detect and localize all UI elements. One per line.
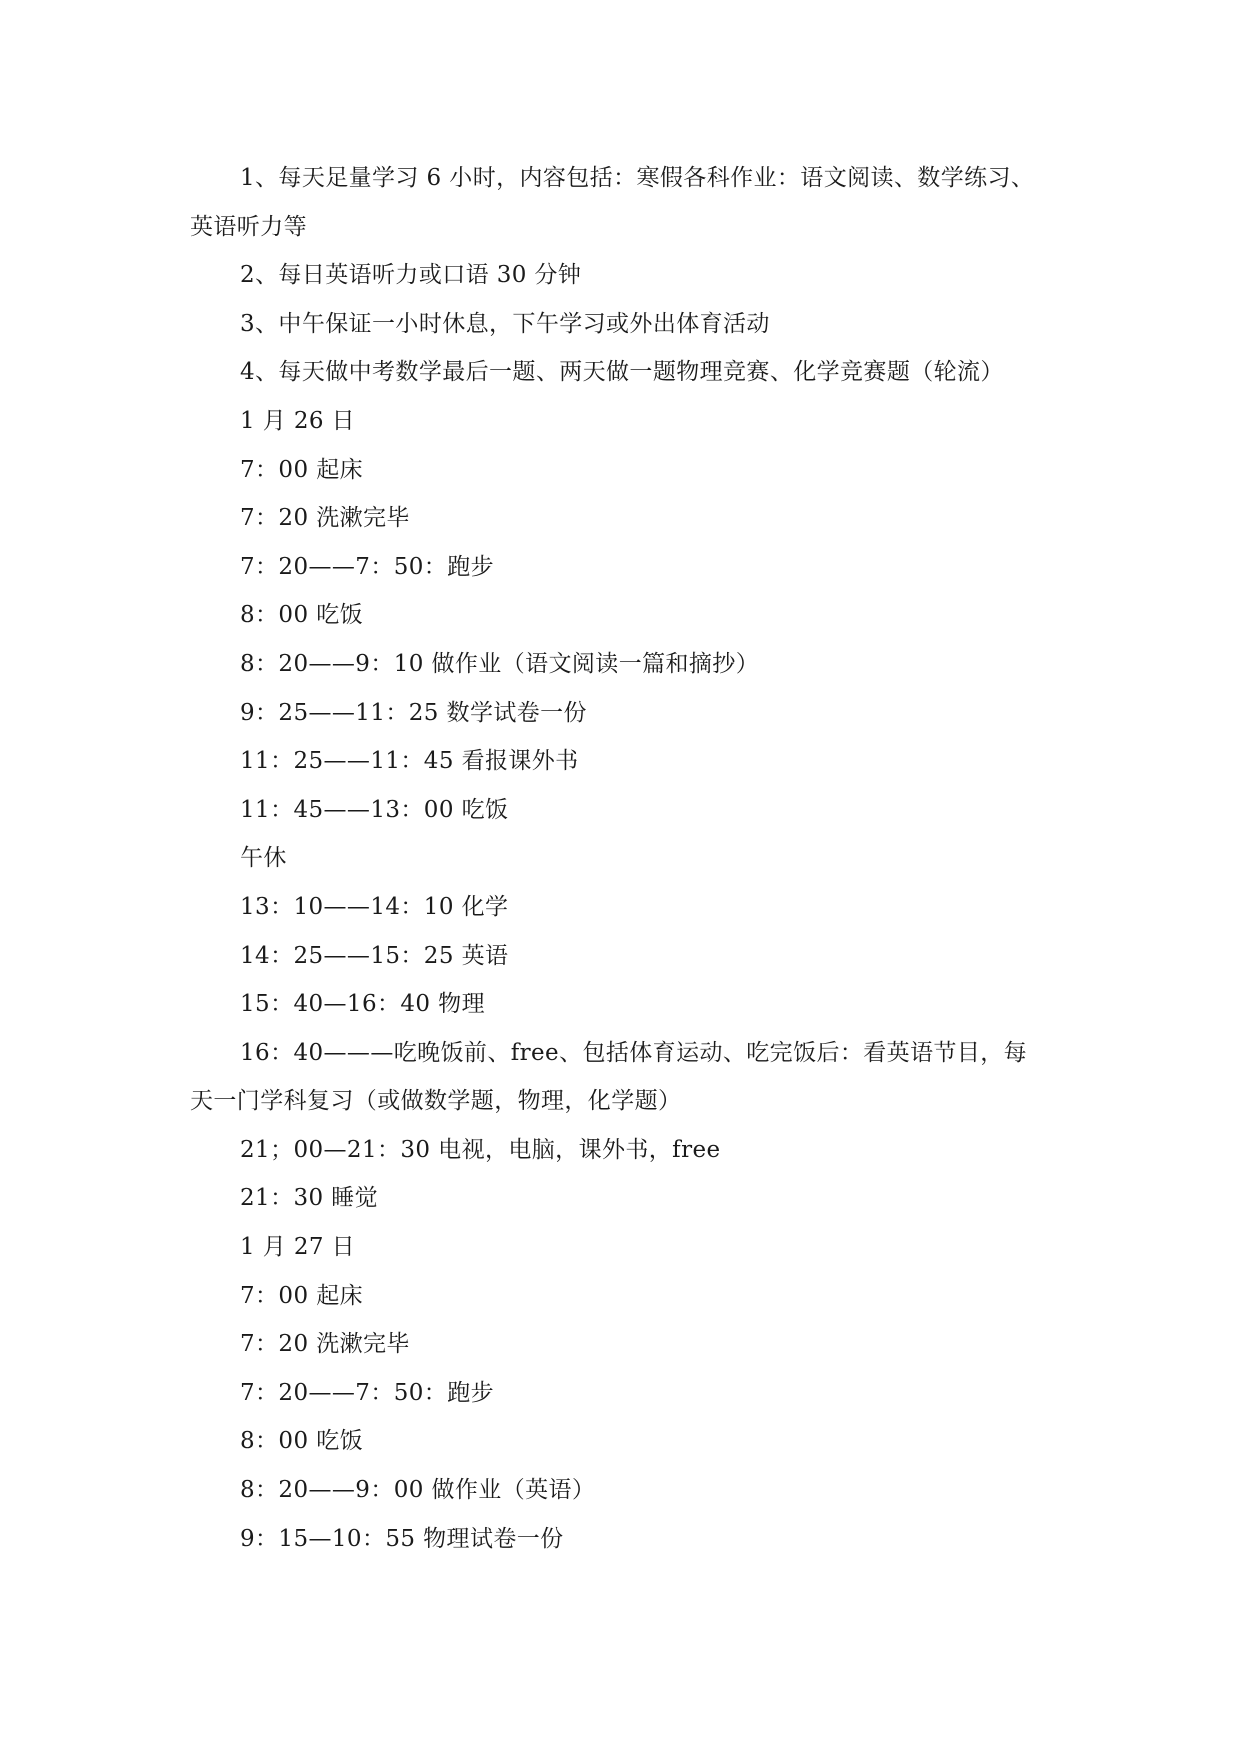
date-heading: 1 月 27 日 <box>240 1234 356 1261</box>
schedule-item: 21：30 睡觉 <box>240 1185 379 1212</box>
paragraph: 4、每天做中考数学最后一题、两天做一题物理竞赛、化学竞赛题（轮流） <box>240 359 1004 386</box>
schedule-item: 11：25——11：45 看报课外书 <box>240 748 579 775</box>
schedule-item: 午休 <box>240 845 287 872</box>
schedule-item: 8：20——9：10 做作业（语文阅读一篇和摘抄） <box>240 650 760 677</box>
document-body <box>190 154 1048 1563</box>
paragraph: 3、中午保证一小时休息，下午学习或外出体育活动 <box>240 310 770 337</box>
schedule-item: 16：40———吃晚饭前、free、包括体育运动、吃完饭后：看英语节目，每天一门学科复习（或做数学题，物理，化学题） <box>190 1039 1028 1115</box>
schedule-item: 11：45——13：00 吃饭 <box>240 796 509 823</box>
schedule-item: 7：20——7：50：跑步 <box>240 553 494 580</box>
schedule-item: 13：10——14：10 化学 <box>240 893 509 920</box>
schedule-item: 7：20 洗漱完毕 <box>240 505 410 532</box>
schedule-item: 14：25——15：25 英语 <box>240 942 509 969</box>
date-heading: 1 月 26 日 <box>240 407 356 434</box>
schedule-item: 7：20——7：50：跑步 <box>240 1379 494 1406</box>
schedule-item: 9：25——11：25 数学试卷一份 <box>240 699 587 726</box>
schedule-item: 7：00 起床 <box>240 456 364 483</box>
schedule-item: 21；00—21：30 电视，电脑，课外书，free <box>240 1136 721 1163</box>
paragraph: 1、每天足量学习 6 小时，内容包括：寒假各科作业：语文阅读、数学练习、英语听力等 <box>190 165 1035 240</box>
schedule-item: 15：40—16：40 物理 <box>240 991 485 1018</box>
schedule-item: 9：15—10：55 物理试卷一份 <box>240 1525 564 1552</box>
schedule-item: 7：20 洗漱完毕 <box>240 1331 410 1358</box>
schedule-item: 8：20——9：00 做作业（英语） <box>240 1477 596 1504</box>
schedule-item: 7：00 起床 <box>240 1282 364 1309</box>
schedule-item: 8：00 吃饭 <box>240 602 364 629</box>
schedule-item: 8：00 吃饭 <box>240 1428 364 1455</box>
paragraph: 2、每日英语听力或口语 30 分钟 <box>240 262 582 289</box>
